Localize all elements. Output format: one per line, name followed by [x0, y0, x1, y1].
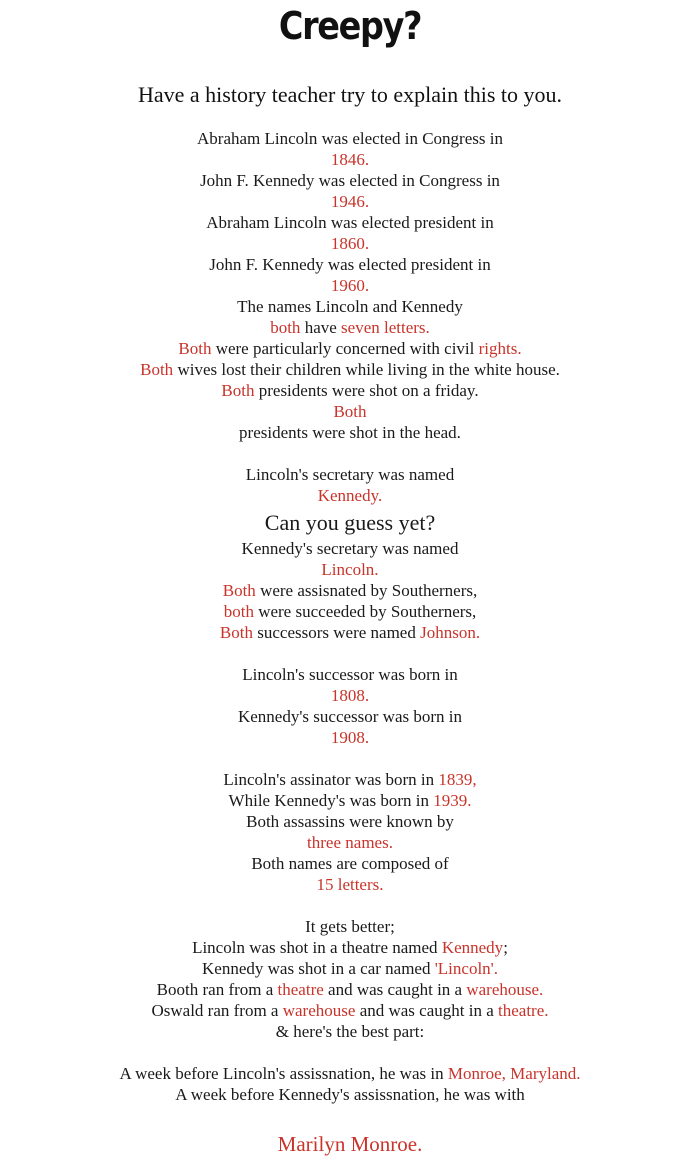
text-line [0, 1000, 700, 1021]
text-line [0, 1021, 700, 1042]
text-line [0, 233, 700, 254]
text-line [0, 685, 700, 706]
paragraph-gap [0, 748, 700, 769]
text-line [0, 622, 700, 643]
plain-text: Abraham Lincoln was elected president in [206, 213, 494, 232]
plain-text: Kennedy's successor was born in [237, 707, 462, 726]
paragraph-gap [0, 443, 700, 464]
highlight-text: 1839, [438, 770, 477, 789]
plain-text: Oswald ran from a [151, 1001, 283, 1020]
text-line [0, 727, 700, 748]
page-title: Creepy? [278, 4, 422, 48]
text-line [0, 706, 700, 727]
text-line [0, 916, 700, 937]
plain-text: & here's the best part: [275, 1022, 425, 1041]
plain-text: Can you guess yet? [264, 510, 436, 535]
paragraph-gap [0, 643, 700, 664]
plain-text: were particularly concerned with civil [211, 339, 479, 358]
final-line: Marilyn Monroe. [277, 1132, 423, 1156]
paragraph-gap [0, 1042, 700, 1063]
highlight-text: 1808. [330, 686, 370, 705]
plain-text: were assisnated by Southerners, [255, 581, 478, 600]
text-line [0, 275, 700, 296]
question-line [0, 506, 700, 538]
text-line [0, 664, 700, 685]
text-line [0, 580, 700, 601]
highlight-text: Lincoln. [321, 560, 379, 579]
highlight-text: 1908. [330, 728, 370, 747]
highlight-text: theatre [277, 980, 324, 999]
highlight-text: Monroe, Maryland. [447, 1064, 581, 1083]
plain-text: successors were named [252, 623, 421, 642]
text-line [0, 359, 700, 380]
plain-text: wives lost their children while living in the white house. [173, 360, 560, 379]
text-line [0, 128, 700, 149]
highlight-text: 1939. [433, 791, 472, 810]
text-line [0, 338, 700, 359]
text-line [0, 401, 700, 422]
plain-text: Kennedy was shot in a car named [202, 959, 435, 978]
highlight-text: three names. [307, 833, 393, 852]
plain-text: Booth ran from a [156, 980, 278, 999]
text-line [0, 937, 700, 958]
text-line [0, 464, 700, 485]
plain-text: The names Lincoln and Kennedy [237, 297, 463, 316]
highlight-text: Both [178, 339, 212, 358]
text-line [0, 958, 700, 979]
text-line [0, 296, 700, 317]
highlight-text: both [223, 602, 254, 621]
text-line [0, 149, 700, 170]
plain-text: While Kennedy's was born in [228, 791, 434, 810]
text-line [0, 853, 700, 874]
plain-text: presidents were shot in the head. [239, 423, 461, 442]
highlight-text: both [270, 318, 301, 337]
plain-text: presidents were shot on a friday. [254, 381, 479, 400]
plain-text: Lincoln was shot in a theatre named [192, 938, 442, 957]
plain-text: Lincoln's secretary was named [245, 465, 455, 484]
text-line [0, 790, 700, 811]
highlight-text: Kennedy. [317, 486, 383, 505]
text-line [0, 811, 700, 832]
text-lines [0, 128, 700, 1105]
text-line [0, 191, 700, 212]
highlight-text: 1946. [330, 192, 370, 211]
plain-text: Lincoln's successor was born in [242, 665, 458, 684]
paragraph-gap [0, 895, 700, 916]
highlight-text: 1960. [330, 276, 370, 295]
text-line [0, 212, 700, 233]
plain-text: were succeeded by Southerners, [253, 602, 477, 621]
plain-text: Abraham Lincoln was elected in Congress in [197, 129, 503, 148]
plain-text: ; [503, 938, 508, 957]
text-line [0, 979, 700, 1000]
highlight-text: Both [222, 581, 256, 600]
text-line [0, 254, 700, 275]
plain-text: Kennedy's secretary was named [241, 539, 459, 558]
highlight-text: 'Lincoln'. [434, 959, 498, 978]
text-line [0, 559, 700, 580]
highlight-text: 1846. [330, 150, 370, 169]
text-line [0, 170, 700, 191]
highlight-text: Both [221, 381, 255, 400]
text-line [0, 1063, 700, 1084]
document-body [0, 128, 700, 1155]
highlight-text: Johnson. [420, 623, 481, 642]
text-line [0, 538, 700, 559]
highlight-text: theatre. [498, 1001, 549, 1020]
highlight-text: Both [140, 360, 174, 379]
text-line [0, 317, 700, 338]
highlight-text: Both [333, 402, 367, 421]
text-line [0, 380, 700, 401]
plain-text: A week before Kennedy's assissnation, he was with [175, 1085, 525, 1104]
plain-text: John F. Kennedy was elected in Congress in [200, 171, 500, 190]
plain-text: and was caught in a [323, 980, 467, 999]
text-line [0, 769, 700, 790]
highlight-text: 15 letters. [316, 875, 384, 894]
page-subtitle: Have a history teacher try to explain this to you. [138, 82, 562, 107]
plain-text: and was caught in a [355, 1001, 499, 1020]
text-line [0, 832, 700, 853]
highlight-text: Kennedy [441, 938, 504, 957]
highlight-text: seven letters. [341, 318, 430, 337]
highlight-text: rights. [478, 339, 522, 358]
highlight-text: warehouse. [466, 980, 544, 999]
highlight-text: 1860. [330, 234, 370, 253]
plain-text: Both assassins were known by [246, 812, 454, 831]
text-line [0, 601, 700, 622]
plain-text: It gets better; [305, 917, 395, 936]
highlight-text: Both [219, 623, 253, 642]
plain-text: A week before Lincoln's assissnation, he was in [119, 1064, 448, 1083]
text-line [0, 485, 700, 506]
plain-text: Lincoln's assinator was born in [223, 770, 439, 789]
highlight-text: warehouse [282, 1001, 356, 1020]
text-line [0, 422, 700, 443]
plain-text: Both names are composed of [251, 854, 449, 873]
plain-text: have [300, 318, 342, 337]
plain-text: John F. Kennedy was elected president in [209, 255, 491, 274]
text-line [0, 874, 700, 895]
text-line [0, 1084, 700, 1105]
